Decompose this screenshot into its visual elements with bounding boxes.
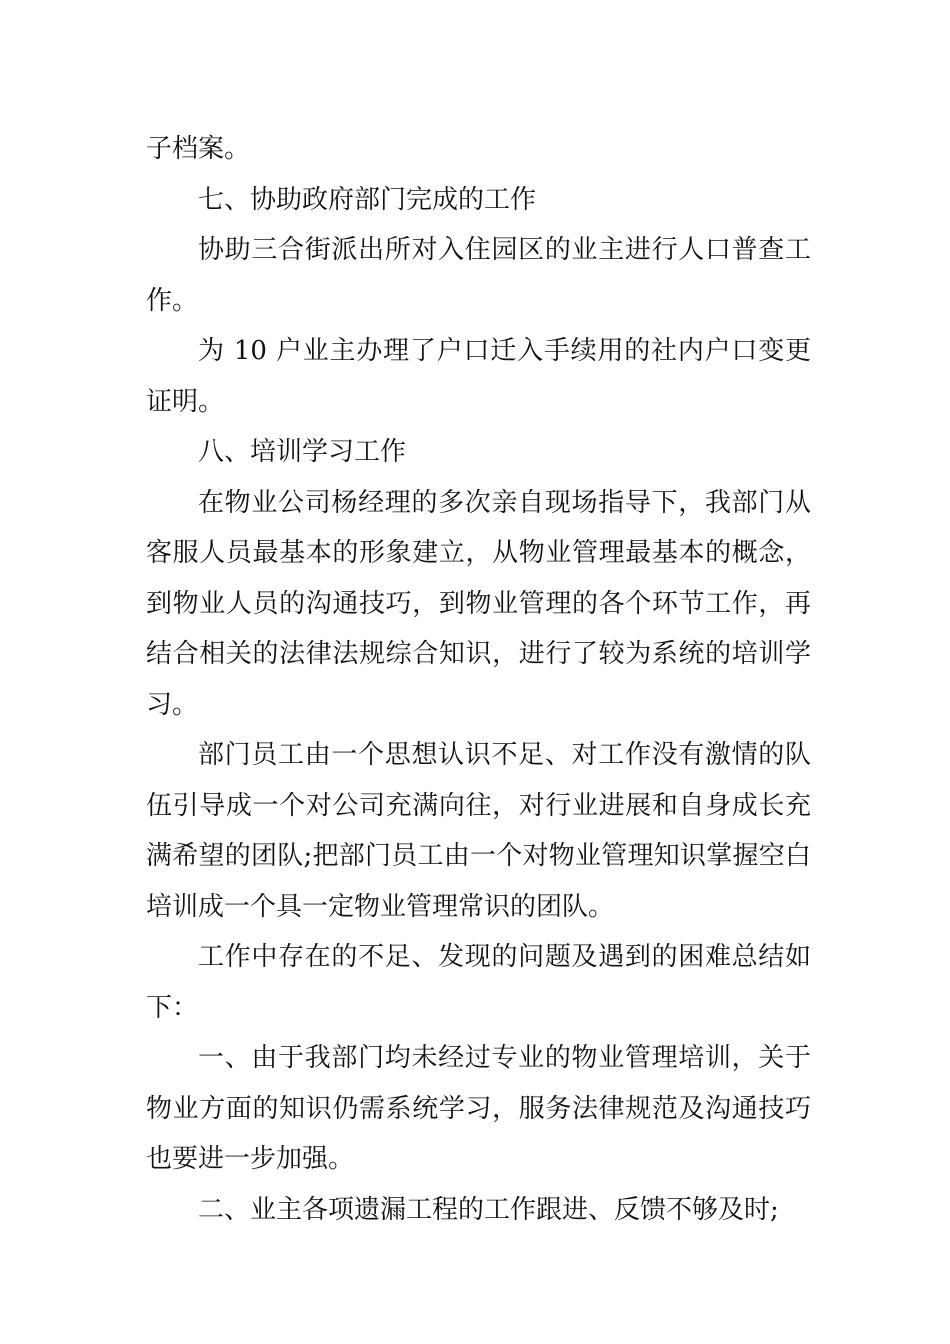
paragraph-household-certificate: 为 10 户业主办理了户口迁入手续用的社内户口变更证明。 [146, 336, 811, 417]
paragraph-team-growth: 部门员工由一个思想认识不足、对工作没有激情的队伍引导成一个对公司充满向往，对行业进展和自身成长充满希望的团队;把部门员工由一个对物业管理知识掌握空白培训成一个具一定物业管理常识的团队。 [146, 740, 811, 922]
paragraph-training: 在物业公司杨经理的多次亲自现场指导下，我部门从客服人员最基本的形象建立，从物业管理最基本的概念，到物业人员的沟通技巧，到物业管理的各个环节工作，再结合相关的法律法规综合知识，进行了较为系统的培训学习。 [146, 487, 811, 720]
paragraph-problem-1: 一、由于我部门均未经过专业的物业管理培训，关于物业方面的知识仍需系统学习，服务法律规范及沟通技巧也要进一步加强。 [146, 1043, 811, 1174]
section-heading-8: 八、培训学习工作 [198, 437, 407, 467]
paragraph-problem-2: 二、业主各项遗漏工程的工作跟进、反馈不够及时; [198, 1194, 779, 1225]
paragraph-continuation: 子档案。 [146, 134, 251, 164]
paragraph-problems-intro: 工作中存在的不足、发现的问题及遇到的困难总结如下： [146, 942, 811, 1023]
section-heading-7: 七、协助政府部门完成的工作 [198, 184, 537, 215]
document-body [146, 124, 811, 1235]
paragraph-census-assist: 协助三合街派出所对入住园区的业主进行人口普查工作。 [146, 235, 811, 316]
